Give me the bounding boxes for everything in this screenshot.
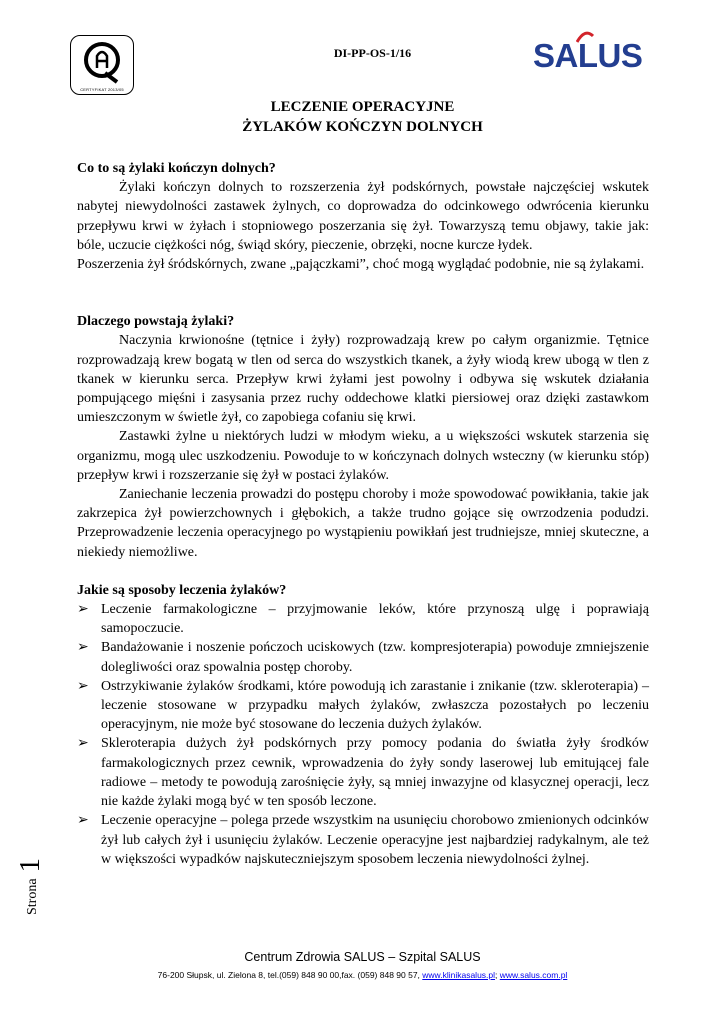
section-2-paragraph-2: Zastawki żylne u niektórych ludzi w młodym wieku, a u większości wskutek starzenia się organizmu, mogą ulec uszkodzeniu. Powoduje to w kończynach dolnych wsteczny (w kierunku stóp) przepływ krwi i rozszerzanie się żył w postaci żylaków. <box>77 429 649 483</box>
quality-certificate-logo <box>70 35 134 95</box>
salus-link[interactable]: www.salus.com.pl <box>499 970 568 980</box>
footer-separator: ; <box>495 970 500 980</box>
footer-title: Centrum Zdrowia SALUS – Szpital SALUS <box>244 950 481 964</box>
logo-swoosh-icon <box>576 30 594 44</box>
section-2-paragraph-3: Zaniechanie leczenia prowadzi do postępu choroby i może spowodować powikłania, takie jak zakrzepica żył powierzchownych i głębokich, a także trudno gojące się owrzodzenia podudzi. Przeprowadzenie leczenia operacyjnego po wystąpieniu powikłań jest trudniejsze, mniej skuteczne, a niekiedy niemożliwe. <box>77 487 649 560</box>
logo-text-part-3: US <box>597 37 643 74</box>
footer-address: 76-200 Słupsk, ul. Zielona 8, tel.(059) 848 90 00,fax. (059) 848 90 57, <box>157 970 423 980</box>
section-2-heading: Dlaczego powstają żylaki? <box>77 314 235 330</box>
page-number <box>14 858 47 915</box>
list-item-text: Leczenie operacyjne – polega przede wszystkim na usunięciu chorobowo zmienionych odcinków żył lub całych żył i usunięciu żylaków. Leczenie operacyjne jest najbardziej radykalnym, ale też w większości wypadków najskuteczniejszym sposobem leczenia niewydolności żylnej. <box>101 813 649 867</box>
document-title <box>0 97 725 137</box>
title-line-1: LECZENIE OPERACYJNE <box>270 99 455 115</box>
list-item-text: Skleroterapia dużych żył podskórnych przy pomocy podania do światła żyły środków farmakologicznych przez cewnik, wprowadzenia do żyły sondy laserowej lub emitującej fale radiowe – metody te powodują zarośnięcie żyły, są mniej inwazyjne od klasycznej operacji, lecz nie każde żylaki mogą być w ten sposób leczone. <box>101 736 649 810</box>
document-body <box>77 159 649 869</box>
arrow-bullet-icon: ➢ <box>77 640 89 656</box>
title-line-2: ŻYLAKÓW KOŃCZYN DOLNYCH <box>242 119 483 135</box>
list-item-text: Ostrzykiwanie żylaków środkami, które powodują ich zarastanie i znikanie (tzw. skleroterapia) – leczenie stosowane w przypadku małych żylaków, zwłaszcza pozostałych po leczeniu operacyjnym, nie może być stosowane do leczenia dużych żylaków. <box>101 678 649 733</box>
footer-contact <box>0 970 725 980</box>
salus-logo <box>533 36 653 76</box>
list-item-text: Leczenie farmakologiczne – przyjmowanie leków, które przynoszą ulgę i poprawiają samopoczucie. <box>101 602 649 637</box>
klinikasalus-link[interactable]: www.klinikasalus.pl <box>422 970 496 980</box>
arrow-bullet-icon: ➢ <box>77 736 89 752</box>
section-1-heading: Co to są żylaki kończyn dolnych? <box>77 161 276 176</box>
page-label: Strona <box>25 878 40 915</box>
document-number: DI-PP-OS-1/16 <box>333 46 412 60</box>
list-item <box>77 600 649 638</box>
list-item <box>77 811 649 869</box>
certificate-label: CERTYFIKAT 2013/05 <box>80 87 124 92</box>
list-item-text: Bandażowanie i noszenie pończoch uciskowych (tzw. kompresjoterapia) powoduje zmniejszenie dolegliwości oraz spowalnia postęp choroby. <box>101 640 649 675</box>
arrow-bullet-icon: ➢ <box>77 678 89 694</box>
arrow-bullet-icon: ➢ <box>77 813 89 829</box>
logo-text-part-2: L <box>577 37 598 74</box>
section-1-paragraph-1: Żylaki kończyn dolnych to rozszerzenia żył podskórnych, powstałe najczęściej wskutek nabytej niewydolności zastawek żylnych, co doprowadza do odcinkowego odwrócenia kierunku przepływu krwi w żyłach i stopniowego poszerzania się żył. Towarzyszą temu objawy, takie jak: bóle, uczucie ciężkości nóg, świąd skóry, pieczenie, obrzęki, nocne kurcze łydek. <box>77 180 649 253</box>
logo-text-part-1: SA <box>533 37 578 74</box>
list-item <box>77 638 649 676</box>
section-3-heading: Jakie są sposoby leczenia żylaków? <box>77 582 287 598</box>
list-item <box>77 677 649 735</box>
section-1-paragraph-2: Poszerzenia żył śródskórnych, zwane „pajączkami”, choć mogą wyglądać podobnie, nie są żylakami. <box>77 257 645 273</box>
quality-q-icon <box>77 38 127 84</box>
arrow-bullet-icon: ➢ <box>77 602 89 618</box>
section-2-paragraph-1: Naczynia krwionośne (tętnice i żyły) rozprowadzają krew po całym organizmie. Tętnice rozprowadzają krew bogatą w tlen od serca do wszystkich tkanek, a żyły wiodą krew ubogą w tlen z tkanek w kierunku serca. Przepływ krwi żyłami jest powolny i odbywa się wskutek działania pompującego mięśni i zasysania przez ruchy oddechowe klatki piersiowej oraz dzięki zastawkom umieszczonym w świetle żył, co zapobiega cofaniu się krwi. <box>77 333 649 426</box>
list-item <box>77 734 649 811</box>
treatment-list <box>77 600 649 869</box>
page-number-value: 1 <box>14 857 46 873</box>
